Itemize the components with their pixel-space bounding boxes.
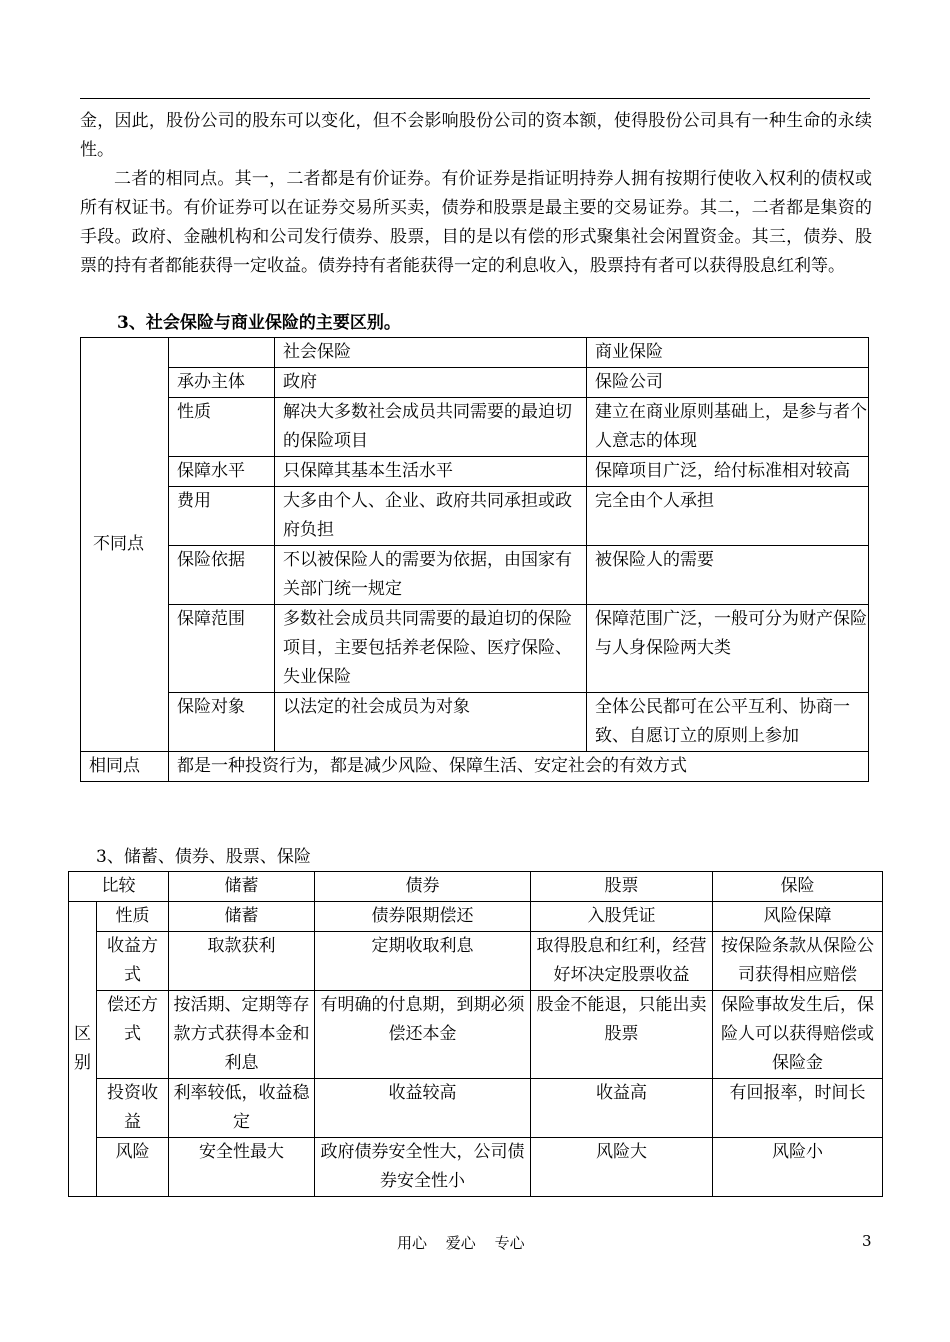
table-cell: 收益高 — [531, 1079, 713, 1138]
row-label: 保障范围 — [169, 605, 275, 693]
table-cell: 只保障其基本生活水平 — [275, 457, 587, 487]
paragraph-1: 金，因此，股份公司的股东可以变化，但不会影响股份公司的资本额，使得股份公司具有一种生命的永续性。 — [80, 111, 872, 160]
table-cell: 保障项目广泛，给付标准相对较高 — [587, 457, 869, 487]
table-row — [69, 902, 883, 932]
row-label: 性质 — [169, 398, 275, 457]
group-label-distinctions: 区别 — [69, 902, 97, 1197]
table-cell: 保障范围广泛，一般可分为财产保险与人身保险两大类 — [587, 605, 869, 693]
paragraph-2: 二者的相同点。其一，二者都是有价证券。有价证券是指证明持券人拥有按期行使收入权利的债权或所有权证书。有价证券可以在证券交易所买卖，债券和股票是最主要的交易证券。其二，二者都是集资的手段。政府、金融机构和公司发行债券、股票，目的是以有偿的形式聚集社会闲置资金。其三，债券、股票的持有者都能获得一定收益。债券持有者能获得一定的利息收入，股票持有者可以获得股息红利等。 — [80, 169, 872, 276]
row-label: 偿还方式 — [97, 991, 169, 1079]
table-cell: 定期收取利息 — [315, 932, 531, 991]
table-row — [69, 1079, 883, 1138]
table-cell: 不以被保险人的需要为依据，由国家有关部门统一规定 — [275, 546, 587, 605]
table-row — [81, 368, 869, 398]
table-row — [69, 932, 883, 991]
table-row — [81, 693, 869, 752]
table-row — [81, 605, 869, 693]
row-label: 承办主体 — [169, 368, 275, 398]
table-cell: 收益较高 — [315, 1079, 531, 1138]
page-number: 3 — [862, 1232, 872, 1250]
table-cell: 保险事故发生后，保险人可以获得赔偿或保险金 — [713, 991, 883, 1079]
table-row — [69, 872, 883, 902]
table-row — [81, 487, 869, 546]
column-header-bonds: 债券 — [315, 872, 531, 902]
row-label: 保障水平 — [169, 457, 275, 487]
footer-word: 用心 — [397, 1234, 428, 1252]
table-row — [81, 398, 869, 457]
row-label: 保险依据 — [169, 546, 275, 605]
table-cell: 储蓄 — [169, 902, 315, 932]
row-label: 保险对象 — [169, 693, 275, 752]
table-cell — [169, 338, 275, 368]
table-cell: 有明确的付息期，到期必须偿还本金 — [315, 991, 531, 1079]
table-cell: 大多由个人、企业、政府共同承担或政府负担 — [275, 487, 587, 546]
table-cell: 安全性最大 — [169, 1138, 315, 1197]
table-cell: 建立在商业原则基础上，是参与者个人意志的体现 — [587, 398, 869, 457]
table-cell: 取得股息和红利，经营好坏决定股票收益 — [531, 932, 713, 991]
column-header-insurance: 保险 — [713, 872, 883, 902]
table-cell: 风险大 — [531, 1138, 713, 1197]
table-cell: 风险保障 — [713, 902, 883, 932]
column-header-commercial: 商业保险 — [587, 338, 869, 368]
footer-word: 爱心 — [445, 1234, 476, 1252]
table-cell: 取款获利 — [169, 932, 315, 991]
header-rule — [80, 98, 870, 99]
table-row — [81, 546, 869, 605]
insurance-comparison-table — [80, 337, 869, 782]
table-cell: 政府 — [275, 368, 587, 398]
table-cell: 债券限期偿还 — [315, 902, 531, 932]
footer-word: 专心 — [494, 1234, 525, 1252]
column-header-compare: 比较 — [69, 872, 169, 902]
column-header-stocks: 股票 — [531, 872, 713, 902]
table-cell: 保险公司 — [587, 368, 869, 398]
table-cell: 全体公民都可在公平互利、协商一致、自愿订立的原则上参加 — [587, 693, 869, 752]
group-label-differences: 不同点 — [81, 338, 169, 752]
column-header-savings: 储蓄 — [169, 872, 315, 902]
investment-comparison-table — [68, 871, 883, 1197]
row-label: 费用 — [169, 487, 275, 546]
table-cell: 股金不能退，只能出卖股票 — [531, 991, 713, 1079]
table-row — [81, 338, 869, 368]
table-cell: 按活期、定期等存款方式获得本金和利息 — [169, 991, 315, 1079]
table-row — [81, 457, 869, 487]
section-heading-insurance: 3、社会保险与商业保险的主要区别。 — [117, 313, 401, 333]
table-cell-same: 都是一种投资行为，都是减少风险、保障生活、安定社会的有效方式 — [169, 752, 869, 782]
table-row — [69, 991, 883, 1079]
table-cell: 以法定的社会成员为对象 — [275, 693, 587, 752]
table-cell: 按保险条款从保险公司获得相应赔偿 — [713, 932, 883, 991]
column-header-social: 社会保险 — [275, 338, 587, 368]
table-row — [81, 752, 869, 782]
row-label: 性质 — [97, 902, 169, 932]
table-cell: 风险小 — [713, 1138, 883, 1197]
table-cell: 利率较低，收益稳定 — [169, 1079, 315, 1138]
table-cell: 有回报率，时间长 — [713, 1079, 883, 1138]
table-cell: 多数社会成员共同需要的最迫切的保险项目，主要包括养老保险、医疗保险、失业保险 — [275, 605, 587, 693]
table-cell: 政府债券安全性大，公司债券安全性小 — [315, 1138, 531, 1197]
table-row — [69, 1138, 883, 1197]
table-cell: 完全由个人承担 — [587, 487, 869, 546]
table-cell: 入股凭证 — [531, 902, 713, 932]
row-label: 投资收益 — [97, 1079, 169, 1138]
row-label: 风险 — [97, 1138, 169, 1197]
footer-motto — [397, 1232, 539, 1253]
row-label: 收益方式 — [97, 932, 169, 991]
table-cell: 解决大多数社会成员共同需要的最迫切的保险项目 — [275, 398, 587, 457]
section-heading-investments: 3、储蓄、债券、股票、保险 — [96, 847, 311, 867]
table-cell: 被保险人的需要 — [587, 546, 869, 605]
row-label-same: 相同点 — [81, 752, 169, 782]
